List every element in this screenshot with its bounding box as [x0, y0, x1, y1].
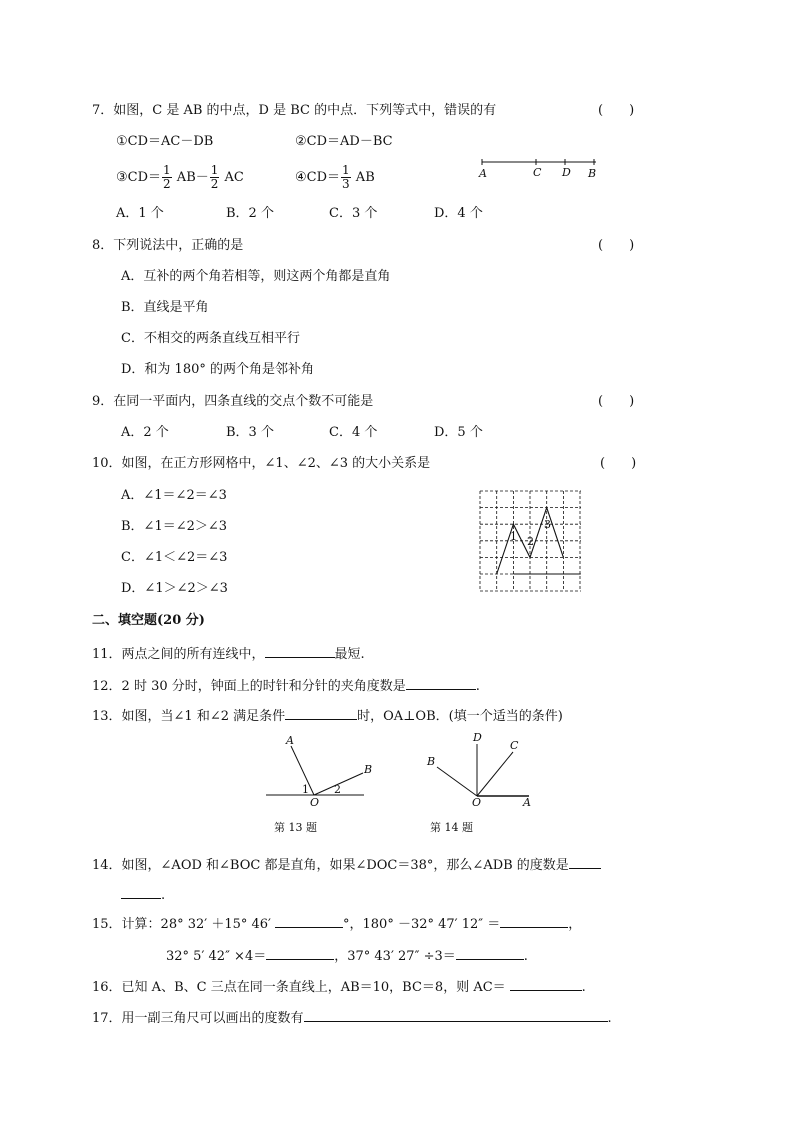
- answer-blank[interactable]: [510, 977, 582, 991]
- point-label-A: A: [286, 734, 294, 747]
- q10-option-d: D．∠1＞∠2＞∠3: [121, 581, 228, 596]
- answer-blank[interactable]: [285, 706, 357, 720]
- q7-choice-c: C．3 个: [329, 206, 378, 221]
- point-label-C: C: [533, 166, 542, 179]
- q9-choice-b: B．3 个: [226, 425, 274, 440]
- point-label-D: D: [473, 731, 482, 744]
- point-label-B: B: [588, 167, 597, 180]
- q14-caption: 第 14 题: [430, 821, 473, 834]
- angle-label-1: 1: [510, 530, 517, 543]
- point-label-O: O: [472, 796, 482, 809]
- q10-answer-paren: ( ): [600, 456, 637, 471]
- q8-stem: 8．下列说法中，正确的是: [92, 238, 244, 253]
- q8-option-c: C．不相交的两条直线互相平行: [121, 331, 300, 346]
- angle-label-3: 3: [544, 518, 551, 531]
- q14-line-cont: .: [121, 885, 165, 904]
- angle-label-2: 2: [334, 783, 341, 796]
- q9-choice-c: C．4 个: [329, 425, 378, 440]
- point-label-A: A: [479, 167, 487, 180]
- q13-line: 13．如图，当∠1 和∠2 满足条件 时，OA⊥OB．(填一个适当的条件): [92, 706, 563, 725]
- q15-line-1: 15．计算：28° 32′ ＋15° 46′ °，180° －32° 47′ 12″ ＝ ，: [92, 914, 581, 933]
- section-title: 二、填空题(20 分): [92, 613, 205, 628]
- answer-blank[interactable]: [304, 1008, 608, 1022]
- q9-choice-d: D．5 个: [434, 425, 483, 440]
- angle-label-2: 2: [527, 535, 534, 548]
- q7-option-3: ③CD＝ $\frac{1}{2}$ AB－ $\frac{1}{2}$ AC: [116, 163, 244, 191]
- q15-line-2: 32° 5′ 42″ ×4＝ ，37° 43′ 27″ ÷3＝ .: [166, 946, 528, 965]
- fraction-third: $\frac{1}{3}$: [342, 163, 350, 191]
- q9-answer-paren: ( ): [598, 394, 635, 409]
- q7-choice-a: A．1 个: [116, 206, 164, 221]
- q10-option-c: C．∠1＜∠2＝∠3: [121, 550, 228, 565]
- answer-blank[interactable]: [456, 946, 524, 960]
- q10-option-b: B．∠1＝∠2＞∠3: [121, 519, 228, 534]
- q9-stem: 9．在同一平面内，四条直线的交点个数不可能是: [92, 394, 374, 409]
- answer-blank[interactable]: [275, 914, 343, 928]
- answer-blank[interactable]: [266, 946, 334, 960]
- q11-line: 11．两点之间的所有连线中， 最短.: [92, 644, 365, 663]
- q7-choice-d: D．4 个: [434, 206, 483, 221]
- point-label-B: B: [364, 763, 373, 776]
- q7-answer-paren: ( ): [598, 103, 635, 118]
- q10-stem: 10．如图，在正方形网格中，∠1、∠2、∠3 的大小关系是: [92, 456, 431, 471]
- q10-grid-figure: [479, 490, 583, 594]
- q7-segment-figure: [478, 150, 603, 180]
- answer-blank[interactable]: [265, 644, 335, 658]
- point-label-B: B: [427, 755, 436, 768]
- point-label-A: A: [523, 796, 531, 809]
- point-label-D: D: [562, 166, 571, 179]
- q10-option-a: A．∠1＝∠2＝∠3: [121, 488, 227, 503]
- q9-choice-a: A．2 个: [121, 425, 169, 440]
- answer-blank[interactable]: [406, 676, 476, 690]
- answer-blank[interactable]: [121, 885, 161, 899]
- q12-line: 12．2 时 30 分时，钟面上的时针和分针的夹角度数是 .: [92, 676, 480, 695]
- q14-line: 14．如图，∠AOD 和∠BOC 都是直角，如果∠DOC＝38°，那么∠ADB 的度数是: [92, 855, 601, 874]
- q7-option-4: ④CD＝ $\frac{1}{3}$ AB: [295, 163, 375, 191]
- fraction-half: $\frac{1}{2}$: [163, 163, 171, 191]
- q8-option-b: B．直线是平角: [121, 300, 209, 315]
- q14-figure: [425, 730, 535, 810]
- q16-line: 16．已知 A、B、C 三点在同一条直线上，AB＝10，BC＝8，则 AC＝ .: [92, 977, 586, 996]
- q7-option-1: ①CD＝AC－DB: [116, 134, 214, 149]
- q13-figure: [264, 733, 374, 809]
- q8-answer-paren: ( ): [598, 238, 635, 253]
- answer-blank[interactable]: [500, 914, 568, 928]
- q7-stem: 7．如图，C 是 AB 的中点，D 是 BC 的中点．下列等式中，错误的有: [92, 103, 497, 118]
- q13-caption: 第 13 题: [274, 821, 317, 834]
- q17-line: 17．用一副三角尺可以画出的度数有 .: [92, 1008, 612, 1027]
- q8-option-a: A．互补的两个角若相等，则这两个角都是直角: [121, 269, 391, 284]
- q7-choice-b: B．2 个: [226, 206, 274, 221]
- q7-option-2: ②CD＝AD－BC: [295, 134, 393, 149]
- angle-label-1: 1: [302, 783, 309, 796]
- point-label-O: O: [310, 796, 320, 809]
- fraction-half: $\frac{1}{2}$: [210, 163, 219, 191]
- answer-blank[interactable]: [569, 855, 601, 869]
- q8-option-d: D．和为 180° 的两个角是邻补角: [121, 362, 315, 377]
- point-label-C: C: [510, 739, 519, 752]
